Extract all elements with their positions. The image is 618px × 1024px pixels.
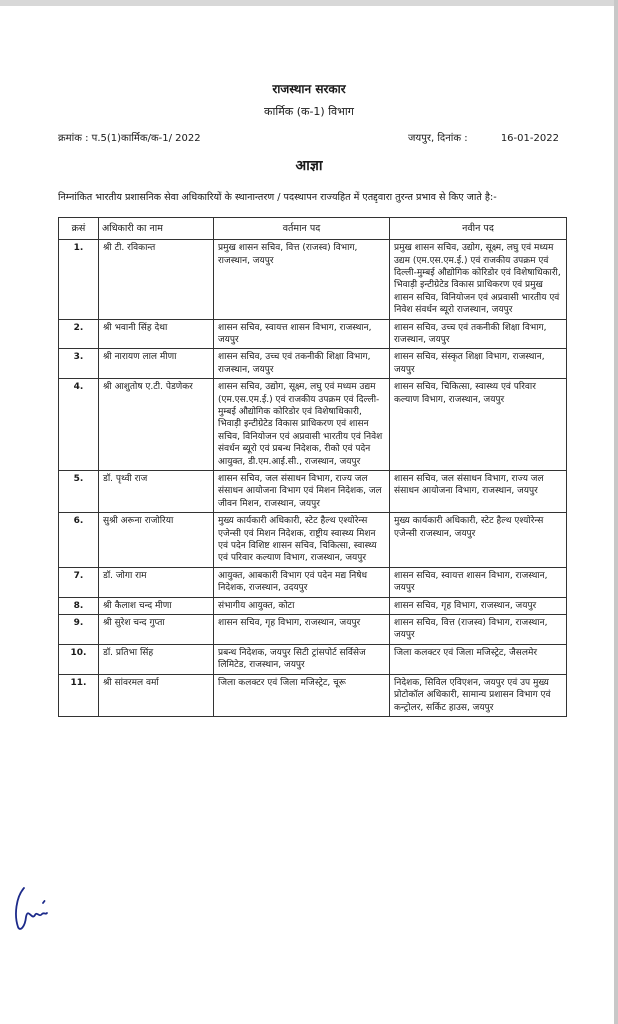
new-post: शासन सचिव, उच्च एवं तकनीकी शिक्षा विभाग, राजस्थान, जयपुर — [390, 319, 567, 349]
order-ref-number: प.5(1)कार्मिक/क-1/ 2022 — [91, 133, 201, 144]
serial-number: 2. — [59, 319, 99, 349]
new-post: शासन सचिव, गृह विभाग, राजस्थान, जयपुर — [390, 597, 567, 614]
officer-name: श्री नारायण लाल मीणा — [99, 349, 214, 379]
officer-name: डॉ. जोगा राम — [99, 567, 214, 597]
officer-name: श्री टी. रविकान्त — [99, 240, 214, 319]
order-reference — [58, 130, 201, 144]
table-row — [59, 615, 567, 645]
current-post: शासन सचिव, उच्च एवं तकनीकी शिक्षा विभाग, राजस्थान, जयपुर — [214, 349, 390, 379]
government-heading: राजस्थान सरकार — [272, 82, 346, 96]
officer-name: डॉ. प्रतिभा सिंह — [99, 644, 214, 674]
serial-number: 6. — [59, 513, 99, 568]
serial-number: 11. — [59, 674, 99, 716]
table-row — [59, 567, 567, 597]
table-row — [59, 674, 567, 716]
serial-number: 4. — [59, 379, 99, 471]
current-post: संभागीय आयुक्त, कोटा — [214, 597, 390, 614]
current-post: मुख्य कार्यकारी अधिकारी, स्टेट हैल्थ एश्योरेन्स एजेन्सी एवं मिशन निदेशक, राष्ट्रीय स्वास्थ्य मिशन एवं पदेन विशिष्ट शासन सचिव, चिकित्सा, स्वास्थ्य एवं परिवार कल्याण विभाग, राजस्थान, जयपुर — [214, 513, 390, 568]
place-date — [408, 130, 559, 144]
table-row — [59, 471, 567, 513]
new-post: जिला कलक्टर एवं जिला मजिस्ट्रेट, जैसलमेर — [390, 644, 567, 674]
order-ref-label: क्रमांक : — [58, 133, 89, 144]
serial-number: 3. — [59, 349, 99, 379]
officer-name: डॉ. पृथ्वी राज — [99, 471, 214, 513]
order-title: आज्ञा — [295, 158, 323, 174]
officer-name: श्री सुरेश चन्द गुप्ता — [99, 615, 214, 645]
header-officer-name: अधिकारी का नाम — [99, 218, 214, 240]
table-row — [59, 513, 567, 568]
table-row — [59, 240, 567, 319]
page-right-edge — [614, 0, 618, 1024]
table-row — [59, 597, 567, 614]
current-post: जिला कलक्टर एवं जिला मजिस्ट्रेट, चूरू — [214, 674, 390, 716]
table-row — [59, 319, 567, 349]
page-top-border — [0, 0, 618, 6]
current-post: प्रबन्ध निदेशक, जयपुर सिटी ट्रांसपोर्ट सर्विसेज लिमिटेड, राजस्थान, जयपुर — [214, 644, 390, 674]
new-post: प्रमुख शासन सचिव, उद्योग, सूक्ष्म, लघु एवं मध्यम उद्यम (एम.एस.एम.ई.) एवं राजकीय उपक्रम एवं दिल्ली-मुम्बई औद्योगिक कोरिडोर एवं विशेषाधिकारी, भिवाड़ी इन्टीग्रेटेड विकास प्राधिकरण एवं प्रमुख शासन सचिव, विनियोजन एवं अप्रवासी भारतीय एवं निवेश संवर्धन ब्यूरो राजस्थान, जयपुर — [390, 240, 567, 319]
serial-number: 5. — [59, 471, 99, 513]
order-date: 16-01-2022 — [500, 133, 559, 144]
new-post: शासन सचिव, वित्त (राजस्व) विभाग, राजस्थान, जयपुर — [390, 615, 567, 645]
table-row — [59, 349, 567, 379]
serial-number: 10. — [59, 644, 99, 674]
officer-name: श्री कैलाश चन्द मीणा — [99, 597, 214, 614]
signature-mark — [10, 885, 50, 933]
serial-number: 7. — [59, 567, 99, 597]
transfer-table — [58, 217, 567, 717]
officer-name: श्री आशुतोष ए.टी. पेडणेकर — [99, 379, 214, 471]
officer-name: श्री भवानी सिंह देथा — [99, 319, 214, 349]
header-current-post: वर्तमान पद — [214, 218, 390, 240]
new-post: शासन सचिव, संस्कृत शिक्षा विभाग, राजस्थान, जयपुर — [390, 349, 567, 379]
header-serial: क्रसं — [59, 218, 99, 240]
officer-name: श्री सांवरमल वर्मा — [99, 674, 214, 716]
officer-name: सुश्री अरूना राजोरिया — [99, 513, 214, 568]
place-date-label: जयपुर, दिनांक : — [408, 133, 468, 144]
new-post: शासन सचिव, चिकित्सा, स्वास्थ्य एवं परिवार कल्याण विभाग, राजस्थान, जयपुर — [390, 379, 567, 471]
department-heading: कार्मिक (क-1) विभाग — [264, 105, 354, 118]
table-row — [59, 644, 567, 674]
new-post: शासन सचिव, जल संसाधन विभाग, राज्य जल संसाधन आयोजना विभाग, राजस्थान, जयपुर — [390, 471, 567, 513]
intro-text: निम्नांकित भारतीय प्रशासनिक सेवा अधिकारियों के स्थानान्तरण / पदस्थापन राज्यहित में एतद्द्वारा तुरन्त प्रभाव से किए जाते है:- — [58, 192, 497, 203]
new-post: शासन सचिव, स्वायत्त शासन विभाग, राजस्थान, जयपुर — [390, 567, 567, 597]
current-post: शासन सचिव, स्वायत्त शासन विभाग, राजस्थान, जयपुर — [214, 319, 390, 349]
new-post: निदेशक, सिविल एविएशन, जयपुर एवं उप मुख्य प्रोटोकॉल अधिकारी, सामान्य प्रशासन विभाग एवं कन्ट्रोलर, सर्किट हाउस, जयपुर — [390, 674, 567, 716]
current-post: शासन सचिव, जल संसाधन विभाग, राज्य जल संसाधन आयोजना विभाग एवं मिशन निदेशक, जल जीवन मिशन, राजस्थान, जयपुर — [214, 471, 390, 513]
serial-number: 9. — [59, 615, 99, 645]
header-new-post: नवीन पद — [390, 218, 567, 240]
serial-number: 8. — [59, 597, 99, 614]
current-post: प्रमुख शासन सचिव, वित्त (राजस्व) विभाग, राजस्थान, जयपुर — [214, 240, 390, 319]
new-post: मुख्य कार्यकारी अधिकारी, स्टेट हैल्थ एश्योरेन्स एजेन्सी राजस्थान, जयपुर — [390, 513, 567, 568]
current-post: आयुक्त, आबकारी विभाग एवं पदेन मद्य निषेध निदेशक, राजस्थान, उदयपुर — [214, 567, 390, 597]
serial-number: 1. — [59, 240, 99, 319]
current-post: शासन सचिव, गृह विभाग, राजस्थान, जयपुर — [214, 615, 390, 645]
table-row — [59, 379, 567, 471]
current-post: शासन सचिव, उद्योग, सूक्ष्म, लघु एवं मध्यम उद्यम (एम.एस.एम.ई.) एवं राजकीय उपक्रम एवं दिल्ली-मुम्बई औद्योगिक कोरिडोर एवं विशेषाधिकारी, भिवाड़ी इन्टीग्रेटेड विकास प्राधिकरण एवं शासन सचिव, विनियोजन एवं अप्रवासी भारतीय एवं निवेश संवर्धन ब्यूरो एवं प्रबन्ध निदेशक, रीको एवं पदेन आयुक्त, डी.एम.आई.सी., राजस्थान, जयपुर — [214, 379, 390, 471]
table-header-row — [59, 218, 567, 240]
